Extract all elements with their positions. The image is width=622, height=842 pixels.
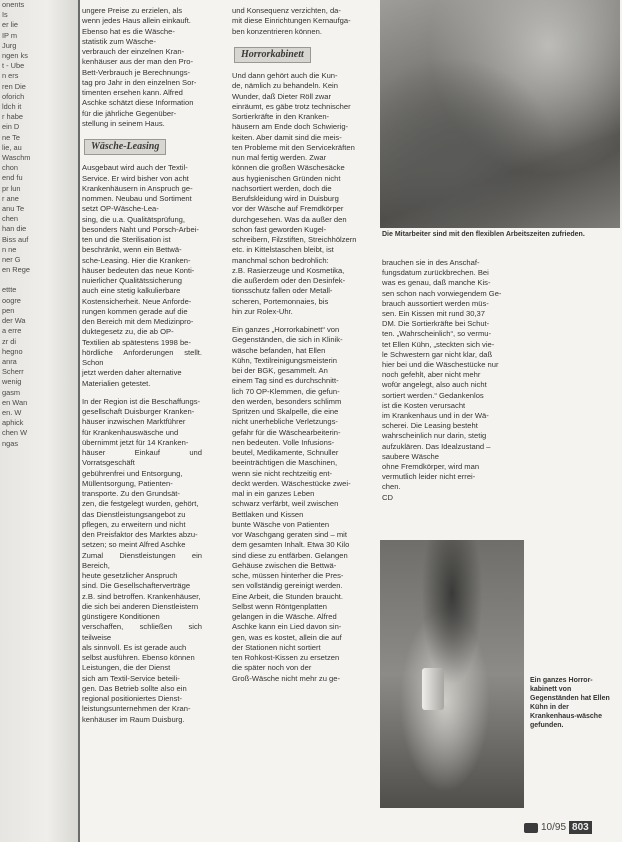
text-line: Biss auf: [2, 234, 29, 244]
text-line: wofür angelegt, also auch nicht: [382, 380, 487, 390]
text-line: hegno: [2, 346, 23, 356]
text-line: jetzt werden daher alternative: [82, 368, 182, 378]
text-line: ohne Fremdkörper, wird man: [382, 462, 480, 472]
text-line: pr lun: [2, 183, 21, 193]
text-line: brauch aussortiert werden müs-: [382, 298, 489, 308]
text-line: können die großen Wäschesäcke: [232, 163, 345, 173]
text-line: transporte. Zu den Grundsät-: [82, 489, 180, 498]
text-line: Sortierkräfte in den Kranken-: [232, 112, 330, 121]
text-line: lie, au: [2, 142, 22, 152]
text-line: aufzuklären. Das Idealzustand –: [382, 441, 491, 451]
text-line: regional positioniertes Dienst-: [82, 694, 183, 703]
text-line: auch eine stetig kalkulierbare: [82, 286, 181, 296]
text-line: und Konsequenz verzichten, da-: [232, 6, 341, 15]
text-line: gesellschaft Duisburger Kranken-: [82, 407, 195, 416]
text-line: manchmal schon bedrohlich:: [232, 255, 329, 265]
text-line: leistungsunternehmen der Kran-: [82, 704, 191, 714]
text-line: den werden, besonders schlimm: [232, 396, 342, 406]
text-line: stellung in seinem Haus.: [82, 118, 165, 128]
bleed-text-upper: [0, 0, 78, 275]
text-line: n ne: [2, 244, 17, 254]
text-line: z.B. sind betroffen. Krankenhäuser,: [82, 591, 201, 601]
text-line: Waschm: [2, 153, 31, 163]
text-line: verbrauch der einzelnen Kran-: [82, 47, 185, 56]
text-line: noch gefehlt, aber nicht mehr: [382, 370, 481, 380]
text-line: Materialien getestet.: [82, 378, 151, 388]
text-line: duktegesetz zu, die ab OP-: [82, 327, 174, 337]
text-line: sind. Die Gesellschafterverträge: [82, 581, 191, 591]
text-line: sche, müssen hinterher die Pres-: [232, 571, 344, 580]
column-2-body: [232, 71, 378, 317]
text-line: Ein ganzes „Horrorkabinett“ von: [232, 325, 340, 334]
text-line: beeinträchtigen die Maschinen,: [232, 458, 338, 468]
text-line: nuierlicher Qualitätssicherung: [82, 276, 183, 285]
text-line: Und dann gehört auch die Kun-: [232, 71, 338, 80]
text-line: Berufskleidung wird in Duisburg: [232, 194, 339, 203]
magazine-logo-icon: [524, 823, 538, 833]
text-line: wenn jedes Haus allein einkauft.: [82, 16, 191, 26]
text-line: ngas: [2, 438, 19, 448]
text-line: pflegen, zu erweitern und nicht: [82, 519, 186, 529]
text-line: vermutlich leider nicht errei-: [382, 472, 476, 482]
text-line: hördliche Anforderungen stellt. Schon: [82, 347, 202, 367]
text-line: Leistungen, die der Dienst: [82, 663, 171, 673]
column-2: [232, 6, 378, 684]
text-line: chon: [2, 163, 19, 173]
text-line: die außerdem oder den Desinfek-: [232, 276, 346, 285]
text-line: Wunder, daß Dieter Röll zwar: [232, 91, 332, 101]
text-line: die später noch von der: [232, 663, 312, 673]
text-line: CD: [382, 492, 393, 502]
text-line: wäsche befanden, hat Ellen: [232, 345, 326, 355]
text-line: sind diese zu entfärben. Gelangen: [232, 550, 348, 560]
text-line: besonders Naht und Porsch-Arbei-: [82, 224, 199, 234]
previous-page-bleed: [0, 0, 80, 842]
text-line: ldch it: [2, 102, 22, 112]
text-line: übernimmt jetzt für 14 Kranken-: [82, 437, 189, 447]
text-line: ten Rohkost-Kissen zu ersetzen: [232, 653, 340, 662]
text-line: chen.: [382, 482, 401, 492]
text-line: selbst ausführen. Ebenso können: [82, 653, 195, 662]
text-line: gen, was es kostet, allein die auf: [232, 632, 342, 642]
text-line: scheren, Portemonnaies, bis: [232, 296, 329, 306]
text-line: ungere Preise zu erzielen, als: [82, 6, 183, 15]
text-line: t - Ube: [2, 61, 25, 71]
column-1-intro: [82, 6, 202, 129]
text-line: Scherr: [2, 367, 24, 377]
text-line: Ausgebaut wird auch der Textil-: [82, 163, 188, 173]
text-line: zen, die festgelegt wurden, gehört,: [82, 499, 199, 509]
text-line: Zumal Dienstleistungen ein Bereich,: [82, 550, 202, 570]
laundry-workers-photo: [380, 0, 620, 238]
text-line: tag pro Jahr in den einzelnen Sor-: [82, 77, 197, 87]
text-line: Service. Er wird bisher von acht: [82, 173, 189, 183]
text-line: sen. Ein Kissen mit rund 30,37: [382, 309, 485, 319]
text-line: gen. Das Betrieb sollte also ein: [82, 683, 187, 693]
text-line: sche-Leasing. Hier die Kranken-: [82, 255, 191, 265]
bleed-text-lower: [0, 285, 78, 448]
text-line: schreibern, Filzstiften, Streichhölzern: [232, 235, 357, 244]
text-line: le Schwestern gar nicht klar, daß: [382, 349, 493, 359]
text-line: nun mal fertig werden. Zwar: [232, 153, 327, 162]
text-line: Aschke schätzt diese Information: [82, 98, 194, 108]
text-line: bunte Wäsche von Patienten: [232, 519, 330, 529]
text-line: ngen ks: [2, 51, 28, 61]
text-line: z.B. Rasierzeuge und Kosmetika,: [232, 265, 345, 275]
text-line: nommen. Neubau und Sortiment: [82, 194, 192, 203]
text-line: sen vollständig gereinigt werden.: [232, 581, 343, 591]
text-line: was es genau, daß manche Kis-: [382, 278, 491, 288]
text-line: mit diese Einrichtungen Kernaufga-: [232, 16, 351, 26]
text-line: Eine Arbeit, die Stunden braucht.: [232, 591, 344, 601]
text-line: häuser bedeuten das neue Konti-: [82, 265, 195, 275]
text-line: saubere Wäsche: [382, 451, 439, 461]
horror-cabinet-photo: [380, 540, 524, 808]
text-line: verschaffen, schließen sich teilweise: [82, 622, 202, 642]
text-line: sen schon nach vorwiegendem Ge-: [382, 288, 502, 298]
text-line: häuser inzwischen Marktführer: [82, 417, 186, 427]
text-line: sortiert werden.“ Gedankenlos: [382, 390, 484, 400]
text-line: gelangen in die Wäsche. Alfred: [232, 612, 337, 621]
text-line: gefahr für die Wäschearbeiterin-: [232, 427, 341, 437]
text-line: IP m: [2, 30, 18, 40]
text-line: häusern am Ende doch Schwierig-: [232, 122, 349, 132]
text-line: DM. Die Sortierkräfte bei Schut-: [382, 319, 490, 329]
text-line: chen: [2, 214, 19, 224]
text-line: Aschke kann ein Lied davon sin-: [232, 622, 342, 632]
text-line: Bettlaken und Kissen: [232, 509, 304, 519]
column-1: [82, 6, 202, 725]
text-line: ist die Kosten verursacht: [382, 400, 466, 410]
text-line: Spritzen und Skalpelle, die eine: [232, 407, 339, 416]
text-line: sich am Textil-Service beteili-: [82, 673, 180, 683]
text-line: oogre: [2, 295, 21, 305]
text-line: ben konzentrieren können.: [232, 26, 322, 36]
page-footer: [524, 821, 592, 834]
text-line: Müllentsorgung, Patienten-: [82, 478, 173, 488]
column-1-continuation: [82, 397, 202, 725]
text-line: ne Te: [2, 132, 20, 142]
text-line: Groß-Wäsche nicht mehr zu ge-: [232, 673, 341, 683]
text-line: scherei. Die Leasing besteht: [382, 421, 478, 431]
text-line: bei der BGK, gesammelt. An: [232, 366, 328, 375]
text-line: nachsortiert werden, doch die: [232, 183, 332, 193]
column-2-continuation: [232, 325, 378, 684]
text-line: wenig: [2, 377, 22, 387]
text-line: deckt werden. Wäschestücke zwei-: [232, 478, 351, 488]
text-line: dem gesamten Inhalt. Etwa 30 Kilo: [232, 540, 350, 550]
text-line: tionsschutz fallen oder Metall-: [232, 286, 333, 296]
text-line: setzt OP-Wäsche-Lea-: [82, 204, 159, 214]
photo-caption-bottom: Ein ganzes Horror-kabinett von Gegenständen hat Ellen Kühn in der Krankenhaus-wäsche gefunden.: [530, 677, 610, 729]
canister-in-photo: [422, 668, 444, 710]
text-line: brauchen sie in des Anschaf-: [382, 258, 480, 267]
column-1-body: [82, 163, 202, 389]
text-line: den Preisfaktor des Marktes abzu-: [82, 530, 198, 539]
text-line: ten Probleme mit den Servicekräften: [232, 142, 355, 152]
text-line: pen: [2, 305, 15, 315]
text-line: In der Region ist die Beschaffungs-: [82, 396, 201, 406]
text-line: ein D: [2, 122, 20, 132]
text-line: häuser Einkauf und Vorratsgeschäft: [82, 448, 202, 468]
text-line: gasm: [2, 387, 21, 397]
text-line: gebührenfrei und Entsorgung,: [82, 468, 183, 478]
text-line: das Dienstleistungsangebot zu: [82, 509, 186, 519]
text-line: de, nämlich zu behandeln. Kein: [232, 81, 338, 91]
text-line: fungsdatum zurückbrechen. Bei: [382, 268, 489, 278]
text-line: kenhäuser im Raum Duisburg.: [82, 714, 185, 724]
text-line: oforich: [2, 91, 25, 101]
text-line: ren Die: [2, 81, 26, 91]
text-line: Selbst wenn Röntgenplatten: [232, 601, 327, 611]
text-line: als sinnvoll. Es ist gerade auch: [82, 642, 187, 652]
text-line: a erre: [2, 326, 22, 336]
text-line: Is: [2, 10, 8, 20]
text-line: mal in ein ganzes Leben: [232, 489, 315, 498]
text-line: anu Te: [2, 204, 25, 214]
text-line: Textilien ab spätestens 1998 be-: [82, 337, 191, 347]
text-line: wahrscheinlich nur darin, stetig: [382, 431, 487, 441]
text-line: etc. in Kittelstaschen bleibt, ist: [232, 245, 334, 255]
text-line: nicht unerhebliche Verletzungs-: [232, 417, 338, 427]
text-line: ten und die Sterilisation ist: [82, 235, 171, 244]
text-line: der Stationen nicht sortiert: [232, 642, 321, 652]
text-line: nen bedeuten. Volle Infusions-: [232, 437, 335, 447]
text-line: chen W: [2, 428, 28, 438]
text-line: han die: [2, 224, 27, 234]
text-line: günstigere Konditionen: [82, 612, 160, 621]
text-line: Krankenhäusern in Anspruch ge-: [82, 183, 193, 193]
text-line: ten. „Wahrscheinlich“, so vermu-: [382, 329, 492, 339]
text-line: schon fast geworden Kugel-: [232, 224, 327, 234]
text-line: Gegenständen, die sich in Klinik-: [232, 335, 343, 345]
text-line: r ane: [2, 193, 19, 203]
text-line: end fu: [2, 173, 23, 183]
text-line: en Wan: [2, 397, 28, 407]
text-line: sing, die u.a. Qualitätsprüfung,: [82, 214, 186, 224]
text-line: er lie: [2, 20, 19, 30]
text-line: Gehäuse zwischen die Bettwä-: [232, 560, 337, 570]
text-line: beschränkt, wenn ein Bettwä-: [82, 245, 182, 255]
text-line: onents: [2, 0, 25, 9]
text-line: anra: [2, 356, 17, 366]
text-line: zr di: [2, 336, 16, 346]
text-line: durchgesehen. Was da außer den: [232, 214, 347, 224]
text-line: statistik zum Wäsche-: [82, 36, 156, 46]
text-line: heute gesetzlicher Anspruch: [82, 571, 178, 580]
text-line: tet Ellen Kühn, „steckten sich vie-: [382, 339, 495, 349]
text-line: für die jährliche Gegenüber-: [82, 108, 177, 118]
text-line: für Krankenhauswäsche und: [82, 427, 179, 437]
text-line: die sich bei anderen Dienstleistern: [82, 601, 199, 611]
text-line: Ebenso hat es die Wäsche-: [82, 26, 175, 36]
text-line: en. W: [2, 407, 22, 417]
text-line: timenten ersehen kann. Alfred: [82, 88, 183, 97]
section-heading-horrorkabinett: Horrorkabinett: [234, 47, 311, 63]
text-line: aus hygienischen Gründen nicht: [232, 173, 341, 183]
text-line: r habe: [2, 112, 23, 122]
text-line: Kühn, Textilreinigungsmeisterin: [232, 355, 337, 365]
text-line: vor der Wäsche auf Fremdkörper: [232, 204, 344, 214]
column-2-intro: [232, 6, 378, 37]
text-line: rungen kommen gerade auf die: [82, 306, 188, 316]
text-line: hier bei und die Wäschestücke nur: [382, 360, 499, 370]
photo-caption-top: Die Mitarbeiter sind mit den flexiblen Arbeitszeiten zufrieden.: [382, 231, 585, 238]
text-line: im Krankenhaus und in der Wä-: [382, 411, 489, 421]
text-line: einräumt, es gäbe trotz technischer: [232, 101, 351, 111]
text-line: en Rege: [2, 265, 30, 275]
text-line: ner G: [2, 255, 21, 265]
text-line: schwarz verfärbt, weil zwischen: [232, 499, 339, 509]
issue-number: 10/95: [541, 822, 567, 833]
section-heading-waesche-leasing: Wäsche-Leasing: [84, 139, 166, 155]
text-line: vor Waschgang geraten sind – mit: [232, 530, 347, 539]
text-line: der Wa: [2, 316, 26, 326]
text-line: hin zur Rolex-Uhr.: [232, 306, 293, 316]
column-3-body: [382, 258, 620, 503]
text-line: aphick: [2, 418, 24, 428]
text-line: Bett-Verbrauch je Berechnungs-: [82, 67, 191, 77]
text-line: Kostensicherheit. Neue Anforde-: [82, 296, 192, 306]
text-line: Jurg: [2, 40, 17, 50]
text-line: setzen; so meint Alfred Aschke: [82, 540, 186, 550]
page-number: 803: [569, 821, 592, 834]
text-line: beutel, Medikamente, Schnuller: [232, 448, 339, 457]
text-line: n ers: [2, 71, 19, 81]
text-line: den Bereich mit dem Medizinpro-: [82, 317, 194, 326]
text-line: ettte: [2, 285, 17, 295]
text-line: einem Tag sind es durchschnitt-: [232, 376, 339, 386]
text-line: keiten. Aber damit sind die meis-: [232, 132, 342, 142]
text-line: kenhäuser aus der man den Pro-: [82, 57, 194, 67]
text-line: lich 70 OP-Klemmen, die gefun-: [232, 386, 340, 396]
text-line: wenn sie nicht rechtzeitig ent-: [232, 468, 333, 478]
